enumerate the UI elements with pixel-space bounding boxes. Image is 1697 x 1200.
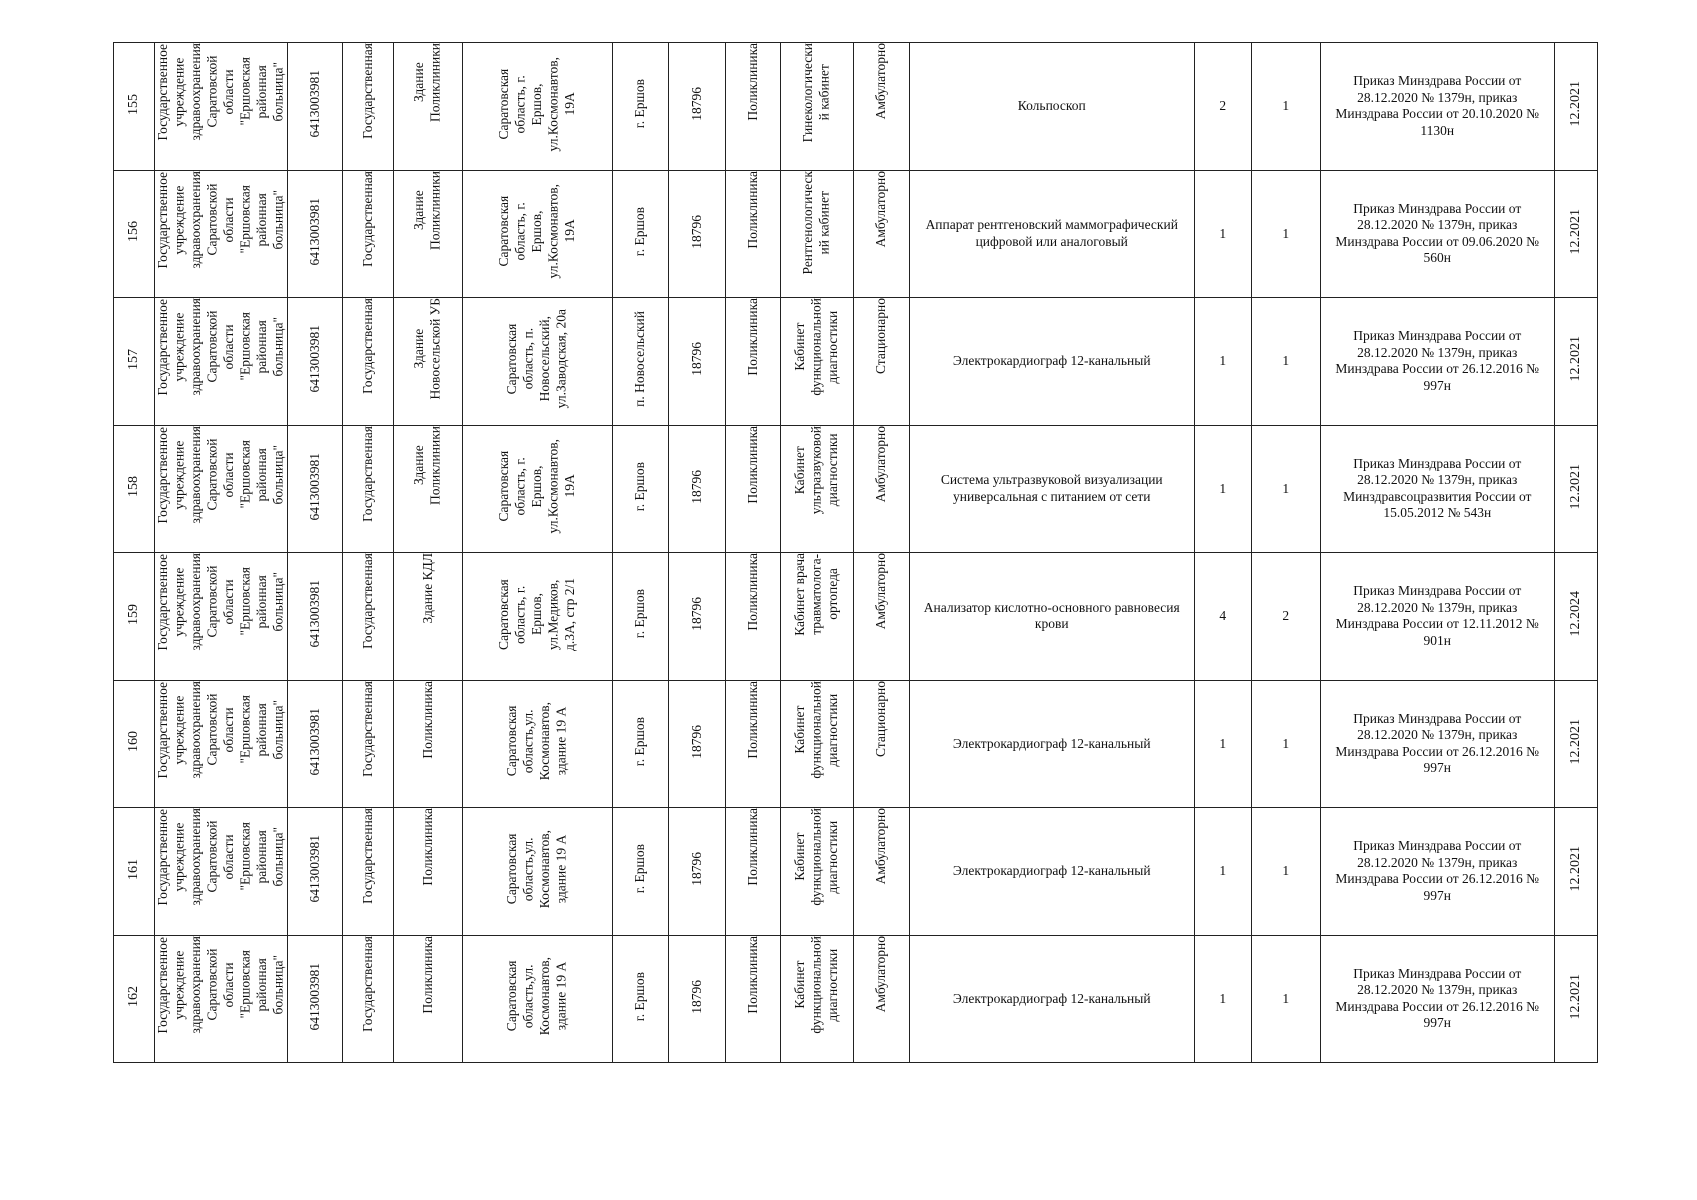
date-cell <box>1554 43 1597 171</box>
organization-text: Государственное учреждение здравоохранения Саратовской области "Ершовская районная больница" <box>155 553 286 651</box>
quantity-required-text: 1 <box>1219 863 1227 879</box>
care-type-text: Стационарно <box>873 298 889 375</box>
order-reference-text: Приказ Минздрава России от 28.12.2020 № 1379н, приказ Минздрава России от 26.12.2016 № 997н <box>1335 838 1540 903</box>
date-text: 12.2021 <box>1568 336 1584 382</box>
row-number-text: 156 <box>126 221 142 243</box>
unit-type-text: Поликлиника <box>744 935 760 1014</box>
row-number-cell <box>114 43 155 171</box>
room-text: Кабинет функциональной диагностики <box>792 808 840 906</box>
row-number-text: 161 <box>126 858 142 880</box>
quantity-actual-cell <box>1251 935 1320 1063</box>
organization-cell <box>155 298 288 426</box>
row-number-cell <box>114 170 155 298</box>
care-type-text: Амбулаторно <box>873 170 889 247</box>
ownership-cell <box>342 935 393 1063</box>
organization-cell <box>155 680 288 808</box>
code-text: 18796 <box>688 87 704 121</box>
care-type-cell <box>853 170 909 298</box>
row-number-text: 160 <box>126 731 142 753</box>
equipment-name-text: Кольпоскоп <box>1017 98 1086 114</box>
room-cell <box>780 425 853 553</box>
room-text: Гинекологически й кабинет <box>800 43 832 143</box>
organization-text: Государственное учреждение здравоохранения Саратовской области "Ершовская районная больница" <box>155 425 286 524</box>
ownership-text: Государственная <box>359 425 375 522</box>
address-cell <box>462 425 612 553</box>
building-cell <box>393 553 462 681</box>
care-type-cell <box>853 935 909 1063</box>
care-type-text: Амбулаторно <box>873 425 889 502</box>
address-cell <box>462 935 612 1063</box>
building-cell <box>393 170 462 298</box>
room-cell <box>780 553 853 681</box>
equipment-name-text: Аппарат рентгеновский маммографический цифровой или аналоговый <box>925 217 1178 249</box>
unit-type-text: Поликлиника <box>744 553 760 631</box>
care-type-cell <box>853 43 909 171</box>
care-type-cell <box>853 553 909 681</box>
code-cell <box>668 553 725 681</box>
quantity-actual-cell <box>1251 170 1320 298</box>
room-cell <box>780 298 853 426</box>
quantity-required-cell <box>1194 680 1251 808</box>
code-text: 18796 <box>688 469 704 504</box>
date-text: 12.2021 <box>1568 463 1584 510</box>
locality-text: г. Ершов <box>632 844 648 894</box>
care-type-text: Амбулаторно <box>873 43 889 120</box>
order-reference-text: Приказ Минздрава России от 28.12.2020 № 1379н, приказ Минздрава России от 09.06.2020 № 560н <box>1335 200 1540 266</box>
inn-text: 6413003981 <box>306 835 322 903</box>
row-number-cell <box>114 808 155 936</box>
organization-text: Государственное учреждение здравоохранения Саратовской области "Ершовская районная больница" <box>155 43 286 141</box>
equipment-name-cell <box>909 935 1194 1063</box>
code-cell <box>668 680 725 808</box>
room-text: Кабинет врача травматолога- ортопеда <box>792 553 840 636</box>
ownership-text: Государственная <box>359 935 375 1032</box>
inn-text: 6413003981 <box>306 580 322 648</box>
order-reference-cell <box>1320 553 1554 681</box>
row-number-text: 162 <box>126 986 142 1008</box>
room-text: Кабинет функциональной диагностики <box>792 935 840 1034</box>
quantity-required-text: 1 <box>1219 353 1227 369</box>
quantity-actual-cell <box>1251 298 1320 426</box>
room-text: Кабинет функциональной диагностики <box>792 298 840 396</box>
room-cell <box>780 680 853 808</box>
row-number-text: 158 <box>126 476 142 498</box>
ownership-text: Государственная <box>359 680 375 777</box>
order-reference-cell <box>1320 425 1554 553</box>
date-text: 12.2021 <box>1568 718 1584 765</box>
room-cell <box>780 935 853 1063</box>
order-reference-text: Приказ Минздрава России от 28.12.2020 № 1379н, приказ Минздрава России от 26.12.2016 № 997н <box>1335 965 1540 1031</box>
organization-text: Государственное учреждение здравоохранения Саратовской области "Ершовская районная больница" <box>155 298 286 396</box>
organization-cell <box>155 425 288 553</box>
quantity-required-cell <box>1194 935 1251 1063</box>
equipment-name-text: Электрокардиограф 12-канальный <box>952 863 1151 879</box>
table-row <box>114 553 1598 681</box>
organization-text: Государственное учреждение здравоохранения Саратовской области "Ершовская районная больница" <box>155 808 286 906</box>
inn-cell <box>287 43 342 171</box>
ownership-cell <box>342 298 393 426</box>
table-row <box>114 425 1598 553</box>
building-text: Здание КДЛ <box>419 553 435 624</box>
equipment-name-cell <box>909 425 1194 553</box>
care-type-cell <box>853 425 909 553</box>
quantity-actual-text: 1 <box>1282 735 1290 751</box>
table-row <box>114 935 1598 1063</box>
date-text: 12.2021 <box>1568 846 1584 892</box>
quantity-required-text: 2 <box>1219 98 1227 114</box>
row-number-cell <box>114 298 155 426</box>
equipment-table <box>113 42 1598 1063</box>
address-text: Саратовская область,ул. Космонавтов, здание 19 А <box>504 957 569 1036</box>
order-reference-cell <box>1320 935 1554 1063</box>
quantity-actual-cell <box>1251 808 1320 936</box>
quantity-required-text: 1 <box>1219 225 1227 241</box>
unit-type-text: Поликлиника <box>744 170 760 249</box>
locality-text: г. Ершов <box>632 461 648 512</box>
care-type-text: Стационарно <box>873 680 889 757</box>
date-text: 12.2021 <box>1568 81 1584 127</box>
order-reference-text: Приказ Минздрава России от 28.12.2020 № 1379н, приказ Минздрава России от 12.11.2012 № 901н <box>1335 583 1539 648</box>
care-type-cell <box>853 680 909 808</box>
equipment-name-cell <box>909 680 1194 808</box>
building-text: Здание Поликлиники <box>411 425 443 505</box>
quantity-actual-cell <box>1251 43 1320 171</box>
table-row <box>114 808 1598 936</box>
code-text: 18796 <box>688 852 704 886</box>
inn-text: 6413003981 <box>306 707 322 776</box>
order-reference-text: Приказ Минздрава России от 28.12.2020 № 1379н, приказ Минздрава России от 26.12.2016 № 997н <box>1335 710 1540 776</box>
ownership-text: Государственная <box>359 170 375 267</box>
inn-cell <box>287 935 342 1063</box>
ownership-text: Государственная <box>359 43 375 139</box>
code-cell <box>668 808 725 936</box>
room-text: Кабинет ультразвуковой диагностики <box>792 425 840 514</box>
code-text: 18796 <box>688 597 704 631</box>
quantity-actual-cell <box>1251 680 1320 808</box>
inn-text: 6413003981 <box>306 962 322 1031</box>
locality-cell <box>612 553 668 681</box>
address-text: Саратовская область, г. Ершов, ул.Космонавтов, 19А <box>496 184 577 279</box>
ownership-cell <box>342 680 393 808</box>
locality-cell <box>612 808 668 936</box>
organization-cell <box>155 170 288 298</box>
care-type-text: Амбулаторно <box>873 808 889 885</box>
address-cell <box>462 298 612 426</box>
address-cell <box>462 43 612 171</box>
locality-text: г. Ершов <box>632 79 648 129</box>
building-text: Поликлиника <box>419 680 435 759</box>
quantity-actual-text: 1 <box>1282 225 1290 241</box>
order-reference-cell <box>1320 170 1554 298</box>
quantity-required-cell <box>1194 425 1251 553</box>
quantity-required-text: 1 <box>1219 480 1227 496</box>
ownership-cell <box>342 808 393 936</box>
unit-type-cell <box>725 808 780 936</box>
room-cell <box>780 170 853 298</box>
unit-type-text: Поликлиника <box>744 680 760 759</box>
order-reference-cell <box>1320 680 1554 808</box>
inn-cell <box>287 170 342 298</box>
address-text: Саратовская область,ул. Космонавтов, здание 19 А <box>504 702 569 781</box>
room-text: Кабинет функциональной диагностики <box>792 680 840 779</box>
row-number-text: 155 <box>126 93 142 115</box>
row-number-text: 157 <box>126 348 142 370</box>
order-reference-text: Приказ Минздрава России от 28.12.2020 № 1379н, приказ Минздрава России от 20.10.2020 № 1130н <box>1335 73 1540 138</box>
equipment-name-text: Система ультразвуковой визуализации универсальная с питанием от сети <box>940 472 1163 504</box>
unit-type-cell <box>725 170 780 298</box>
address-cell <box>462 553 612 681</box>
locality-cell <box>612 170 668 298</box>
order-reference-cell <box>1320 43 1554 171</box>
room-text: Рентгенологическ ий кабинет <box>800 170 832 275</box>
date-cell <box>1554 553 1597 681</box>
quantity-actual-text: 1 <box>1282 990 1290 1006</box>
organization-cell <box>155 808 288 936</box>
locality-text: г. Ершов <box>632 716 648 767</box>
equipment-name-cell <box>909 170 1194 298</box>
equipment-name-text: Анализатор кислотно-основного равновесия крови <box>923 599 1180 632</box>
organization-cell <box>155 935 288 1063</box>
organization-text: Государственное учреждение здравоохранения Саратовской области "Ершовская районная больница" <box>155 170 286 269</box>
building-cell <box>393 425 462 553</box>
ownership-cell <box>342 170 393 298</box>
address-cell <box>462 808 612 936</box>
inn-text: 6413003981 <box>306 197 322 266</box>
organization-text: Государственное учреждение здравоохранения Саратовской области "Ершовская районная больница" <box>155 680 286 779</box>
ownership-text: Государственная <box>359 553 375 649</box>
care-type-text: Амбулаторно <box>873 553 889 630</box>
date-cell <box>1554 170 1597 298</box>
building-cell <box>393 680 462 808</box>
quantity-actual-text: 2 <box>1282 608 1290 624</box>
quantity-actual-text: 1 <box>1282 863 1290 879</box>
ownership-text: Государственная <box>359 298 375 394</box>
code-text: 18796 <box>688 342 704 376</box>
quantity-required-text: 1 <box>1219 735 1227 751</box>
equipment-name-cell <box>909 43 1194 171</box>
inn-text: 6413003981 <box>306 70 322 138</box>
unit-type-cell <box>725 425 780 553</box>
unit-type-text: Поликлиника <box>744 298 760 376</box>
quantity-actual-text: 1 <box>1282 98 1290 114</box>
quantity-actual-text: 1 <box>1282 480 1290 496</box>
code-text: 18796 <box>688 979 704 1014</box>
row-number-cell <box>114 680 155 808</box>
code-cell <box>668 935 725 1063</box>
order-reference-text: Приказ Минздрава России от 28.12.2020 № 1379н, приказ Минздрава России от 26.12.2016 № 997н <box>1335 328 1540 393</box>
locality-text: г. Ершов <box>632 206 648 257</box>
quantity-required-cell <box>1194 298 1251 426</box>
date-text: 12.2024 <box>1568 591 1584 637</box>
row-number-cell <box>114 935 155 1063</box>
row-number-cell <box>114 553 155 681</box>
address-text: Саратовская область, г. Ершов, ул.Медиков, д.3А, стр 2/1 <box>496 577 577 651</box>
ownership-cell <box>342 425 393 553</box>
locality-cell <box>612 298 668 426</box>
ownership-cell <box>342 43 393 171</box>
organization-cell <box>155 43 288 171</box>
address-text: Саратовская область, п. Новосельский, ул.Заводская, 20а <box>504 309 569 409</box>
order-reference-cell <box>1320 808 1554 936</box>
inn-cell <box>287 298 342 426</box>
care-type-cell <box>853 808 909 936</box>
unit-type-cell <box>725 935 780 1063</box>
order-reference-cell <box>1320 298 1554 426</box>
equipment-name-text: Электрокардиограф 12-канальный <box>952 353 1151 369</box>
inn-cell <box>287 680 342 808</box>
ownership-cell <box>342 553 393 681</box>
building-cell <box>393 298 462 426</box>
care-type-cell <box>853 298 909 426</box>
quantity-actual-cell <box>1251 425 1320 553</box>
organization-cell <box>155 553 288 681</box>
quantity-actual-text: 1 <box>1282 353 1290 369</box>
table-row <box>114 298 1598 426</box>
care-type-text: Амбулаторно <box>873 935 889 1012</box>
building-text: Здание Новосельской УБ <box>411 298 443 400</box>
quantity-actual-cell <box>1251 553 1320 681</box>
inn-cell <box>287 808 342 936</box>
unit-type-cell <box>725 298 780 426</box>
code-cell <box>668 43 725 171</box>
date-cell <box>1554 935 1597 1063</box>
quantity-required-cell <box>1194 170 1251 298</box>
table-row <box>114 680 1598 808</box>
inn-text: 6413003981 <box>306 452 322 521</box>
row-number-text: 159 <box>126 603 142 625</box>
date-cell <box>1554 298 1597 426</box>
ownership-text: Государственная <box>359 808 375 904</box>
locality-cell <box>612 425 668 553</box>
locality-cell <box>612 935 668 1063</box>
quantity-required-cell <box>1194 43 1251 171</box>
address-text: Саратовская область, г. Ершов, ул.Космонавтов, 19А <box>496 56 577 152</box>
inn-cell <box>287 553 342 681</box>
locality-cell <box>612 43 668 171</box>
equipment-name-text: Электрокардиограф 12-канальный <box>952 990 1151 1006</box>
date-text: 12.2021 <box>1568 208 1584 255</box>
quantity-required-cell <box>1194 808 1251 936</box>
quantity-required-cell <box>1194 553 1251 681</box>
unit-type-text: Поликлиника <box>744 43 760 121</box>
unit-type-text: Поликлиника <box>744 425 760 504</box>
inn-cell <box>287 425 342 553</box>
code-text: 18796 <box>688 724 704 759</box>
row-number-cell <box>114 425 155 553</box>
unit-type-cell <box>725 680 780 808</box>
table-row <box>114 43 1598 171</box>
date-cell <box>1554 425 1597 553</box>
address-cell <box>462 680 612 808</box>
equipment-name-cell <box>909 298 1194 426</box>
building-text: Поликлиника <box>419 935 435 1014</box>
unit-type-cell <box>725 553 780 681</box>
date-cell <box>1554 808 1597 936</box>
organization-text: Государственное учреждение здравоохранения Саратовской области "Ершовская районная больница" <box>155 935 286 1034</box>
equipment-name-cell <box>909 808 1194 936</box>
address-text: Саратовская область, г. Ершов, ул.Космонавтов, 19А <box>496 439 577 534</box>
code-text: 18796 <box>688 214 704 249</box>
quantity-required-text: 4 <box>1219 608 1227 624</box>
unit-type-text: Поликлиника <box>744 808 760 886</box>
building-cell <box>393 808 462 936</box>
equipment-name-cell <box>909 553 1194 681</box>
address-text: Саратовская область,ул. Космонавтов, здание 19 А <box>504 829 569 909</box>
equipment-name-text: Электрокардиограф 12-канальный <box>952 735 1151 751</box>
date-cell <box>1554 680 1597 808</box>
inn-text: 6413003981 <box>306 325 322 393</box>
quantity-required-text: 1 <box>1219 990 1227 1006</box>
locality-cell <box>612 680 668 808</box>
date-text: 12.2021 <box>1568 973 1584 1020</box>
locality-text: п. Новосельский <box>632 311 648 407</box>
order-reference-text: Приказ Минздрава России от 28.12.2020 № 1379н, приказ Минздравсоцразвития России от 15.05.2012 № 543н <box>1343 455 1532 521</box>
address-cell <box>462 170 612 298</box>
code-cell <box>668 170 725 298</box>
table-row <box>114 170 1598 298</box>
building-text: Здание Поликлиники <box>411 43 443 123</box>
locality-text: г. Ершов <box>632 971 648 1022</box>
building-cell <box>393 43 462 171</box>
unit-type-cell <box>725 43 780 171</box>
room-cell <box>780 808 853 936</box>
building-text: Поликлиника <box>419 808 435 886</box>
room-cell <box>780 43 853 171</box>
code-cell <box>668 425 725 553</box>
building-cell <box>393 935 462 1063</box>
building-text: Здание Поликлиники <box>411 170 443 250</box>
locality-text: г. Ершов <box>632 589 648 639</box>
code-cell <box>668 298 725 426</box>
